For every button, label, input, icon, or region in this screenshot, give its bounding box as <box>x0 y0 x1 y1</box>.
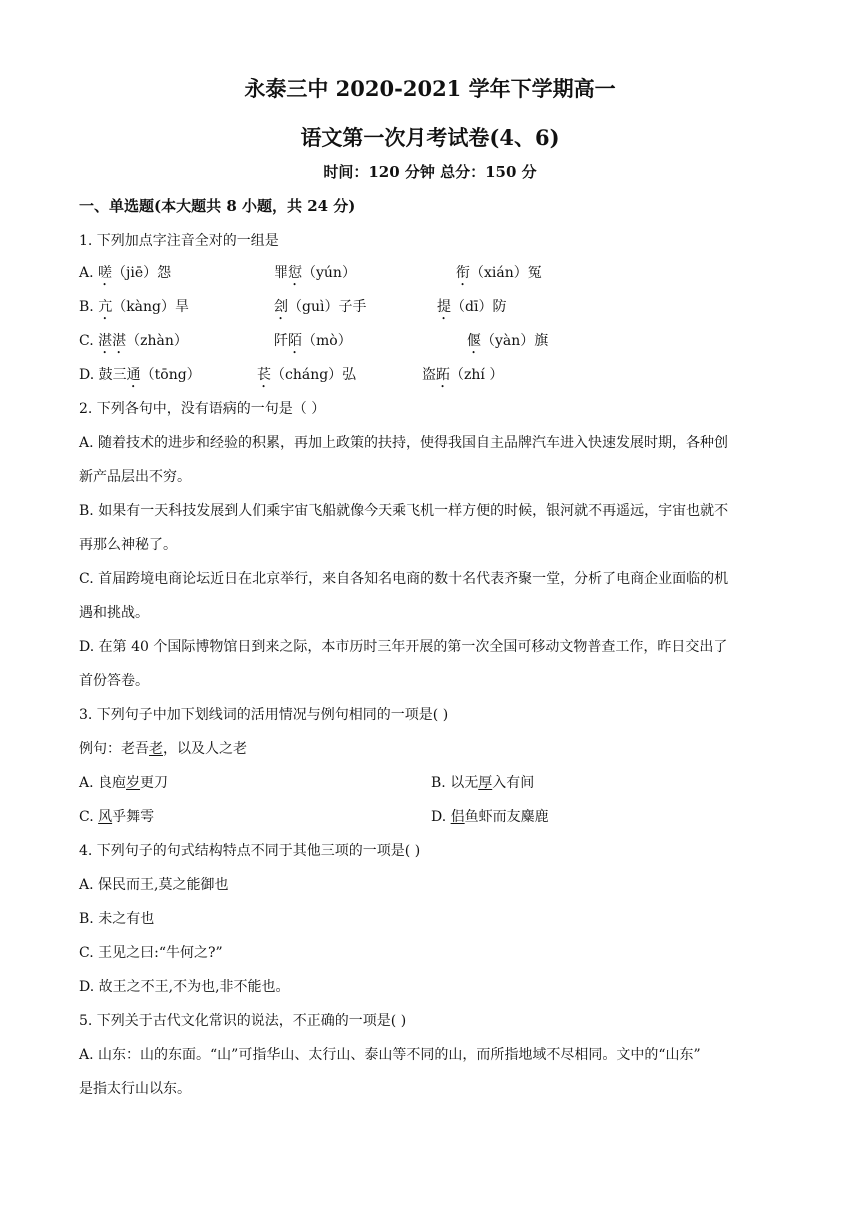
question-2-option-b-line1: B. 如果有一天科技发展到人们乘宇宙飞船就像今天乘飞机一样方便的时候，银河就不再遥远，宇宙也就不 <box>79 503 729 519</box>
question-2-option-c-line2: 遇和挑战。 <box>79 605 149 621</box>
section-heading-single-choice: 一、单选题(本大题共 8 小题，共 24 分) <box>79 197 356 215</box>
question-4-option-a: A. 保民而王,莫之能御也 <box>79 877 229 893</box>
question-4-option-d: D. 故王之不王,不为也,非不能也。 <box>79 979 290 995</box>
question-5-stem: 5. 下列关于古代文化常识的说法，不正确的一项是( ) <box>79 1013 407 1029</box>
question-5-option-a-line1: A. 山东：山的东面。“山”可指华山、太行山、泰山等不同的山，而所指地域不尽相同。文中的“山东” <box>79 1047 701 1063</box>
question-4-option-b: B. 未之有也 <box>79 911 155 927</box>
option-d-item-1: D. 鼓三通（tōng） <box>79 367 201 383</box>
question-2-option-a-line1: A. 随着技术的进步和经验的积累，再加上政策的扶持，使得我国自主品牌汽车进入快速发展时期，各种创 <box>79 435 729 451</box>
question-4-stem: 4. 下列句子的句式结构特点不同于其他三项的一项是( ) <box>79 843 421 859</box>
question-1-stem: 1. 下列加点字注音全对的一组是 <box>79 233 279 249</box>
option-d-item-3: 盗跖（zhí ） <box>422 367 504 383</box>
question-4-option-c: C. 王见之曰:“牛何之?” <box>79 945 223 961</box>
question-2-option-c-line1: C. 首届跨境电商论坛近日在北京举行，来自各知名电商的数十名代表齐聚一堂，分析了电商企业面临的机 <box>79 571 729 587</box>
question-2-option-a-line2: 新产品层出不穷。 <box>79 469 191 485</box>
question-2-option-b-line2: 再那么神秘了。 <box>79 537 177 553</box>
question-3-stem: 3. 下列句子中加下划线词的活用情况与例句相同的一项是( ) <box>79 707 449 723</box>
question-3-option-d: D. 侣鱼虾而友麋鹿 <box>431 809 549 825</box>
exam-title-line2: 语文第一次月考试卷(4、6) <box>300 125 560 150</box>
option-c-item-3: 偃（yàn）旗 <box>467 333 549 349</box>
exam-time-and-score: 时间：120 分钟 总分：150 分 <box>323 163 537 181</box>
question-3-option-b: B. 以无厚入有间 <box>431 775 535 791</box>
option-b-item-1: B. 亢（kàng）旱 <box>79 299 190 315</box>
option-a-item-3: 衔（xián）冤 <box>456 265 542 281</box>
option-c-item-2: 阡陌（mò） <box>274 333 352 349</box>
option-a-item-1: A. 嗟（jiē）怨 <box>79 265 172 281</box>
question-2-option-d-line1: D. 在第 40 个国际博物馆日到来之际，本市历时三年开展的第一次全国可移动文物普查工作，昨日交出了 <box>79 639 728 655</box>
question-5-option-a-line2: 是指太行山以东。 <box>79 1081 191 1097</box>
question-3-example: 例句：老吾老，以及人之老 <box>79 741 247 757</box>
option-a-item-2: 罪愆（yún） <box>274 265 356 281</box>
question-3-option-c: C. 风乎舞雩 <box>79 809 155 825</box>
question-2-stem: 2. 下列各句中，没有语病的一句是（ ） <box>79 401 326 417</box>
option-b-item-2: 刽（guì）子手 <box>274 299 367 315</box>
question-3-option-a: A. 良庖岁更刀 <box>79 775 169 791</box>
option-d-item-2: 苌（cháng）弘 <box>257 367 357 383</box>
question-2-option-d-line2: 首份答卷。 <box>79 673 149 689</box>
exam-title-line1: 永泰三中 2020-2021 学年下学期高一 <box>244 76 616 101</box>
option-b-item-3: 提（dī）防 <box>437 299 507 315</box>
option-c-item-1: C. 湛湛（zhàn） <box>79 333 188 349</box>
